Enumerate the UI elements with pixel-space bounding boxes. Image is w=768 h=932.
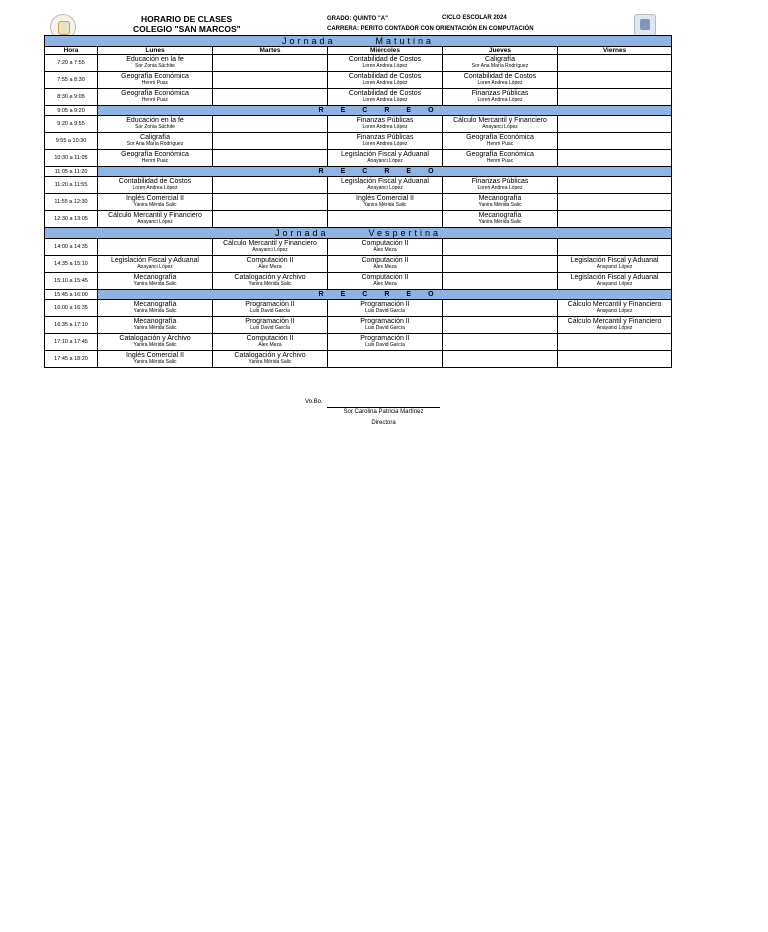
empty-cell — [328, 211, 443, 228]
recess-letter: C — [362, 168, 385, 175]
class-name: Legislación Fiscal y Aduanal — [570, 274, 659, 281]
band-morning-label-2: Matutina — [375, 36, 435, 46]
time-cell: 9:05 a 9:20 — [45, 106, 98, 116]
column-header-lunes: Lunes — [98, 47, 213, 55]
class-cell — [98, 194, 213, 211]
class-cell — [98, 55, 213, 72]
empty-cell — [558, 150, 672, 167]
class-cell — [558, 256, 672, 273]
time-cell: 10:30 a 11:05 — [45, 150, 98, 167]
class-cell — [213, 351, 328, 368]
class-cell — [328, 334, 443, 351]
recess-banner — [98, 290, 672, 300]
empty-cell — [558, 334, 672, 351]
empty-cell — [558, 194, 672, 211]
recess-letter: O — [428, 107, 451, 114]
table-row — [45, 55, 672, 72]
teacher-name: Yanira Mérida Salic — [478, 202, 522, 208]
teacher-name: Henrri Puac — [141, 97, 169, 103]
class-name: Legislación Fiscal y Aduanal — [570, 257, 659, 264]
teacher-name: Loren Andrea López — [477, 97, 523, 103]
teacher-name: Luis David García — [365, 325, 405, 331]
teacher-name: Anayanci López — [596, 281, 633, 287]
table-row — [45, 334, 672, 351]
band-evening — [45, 228, 672, 239]
class-name: Programación II — [245, 318, 295, 325]
class-cell — [558, 300, 672, 317]
class-cell — [328, 150, 443, 167]
time-cell: 14:00 a 14:35 — [45, 239, 98, 256]
time-cell: 11:20 a 11:55 — [45, 177, 98, 194]
class-name: Mecanografía — [478, 212, 522, 219]
table-row — [45, 194, 672, 211]
class-name: Legislación Fiscal y Aduanal — [341, 178, 429, 185]
time-cell: 12:30 a 13:05 — [45, 211, 98, 228]
teacher-name: Loren Andrea López — [132, 185, 178, 191]
column-header-hora: Hora — [45, 47, 98, 55]
teacher-name: Anayanci López — [482, 124, 518, 130]
class-name: Programación II — [360, 301, 410, 308]
class-cell — [213, 334, 328, 351]
class-name: Mecanografía — [133, 274, 177, 281]
class-cell — [443, 150, 558, 167]
teacher-name: Henrri Puac — [486, 158, 514, 164]
recess-letter: R — [318, 291, 341, 298]
teacher-name: Sor Ana María Rodríguez — [471, 63, 529, 69]
empty-cell — [558, 211, 672, 228]
class-name: Finanzas Públicas — [471, 90, 529, 97]
recess-letter: O — [428, 168, 451, 175]
class-name: Caligrafía — [485, 56, 515, 63]
time-cell: 16:35 a 17:10 — [45, 317, 98, 334]
grade-label: GRADO: QUINTO "A" — [327, 16, 388, 22]
class-name: Programación II — [360, 335, 410, 342]
teacher-name: Anayanci López — [367, 158, 403, 164]
class-cell — [98, 177, 213, 194]
recess-letter: E — [340, 291, 363, 298]
table-row — [45, 239, 672, 256]
class-name: Contabilidad de Costos — [348, 56, 422, 63]
teacher-name: Henrri Puac — [141, 80, 169, 86]
time-cell: 7:55 a 8:30 — [45, 72, 98, 89]
column-header-martes: Martes — [213, 47, 328, 55]
empty-cell — [443, 351, 558, 368]
class-name: Catalogación y Archivo — [234, 352, 306, 359]
empty-cell — [443, 273, 558, 290]
column-header-row — [45, 47, 672, 55]
recess-letter: E — [406, 291, 429, 298]
empty-cell — [328, 351, 443, 368]
empty-cell — [443, 300, 558, 317]
teacher-name: Loren Andrea López — [477, 185, 523, 191]
class-name: Legislación Fiscal y Aduanal — [111, 257, 199, 264]
class-cell — [328, 256, 443, 273]
band-morning — [45, 36, 672, 47]
teacher-name: Luis David García — [250, 308, 290, 314]
time-cell: 11:55 a 12:30 — [45, 194, 98, 211]
teacher-name: Anayanci López — [596, 325, 633, 331]
table-row — [45, 89, 672, 106]
class-name: Geografía Económica — [121, 90, 189, 97]
class-cell — [558, 317, 672, 334]
time-cell: 14:35 a 15:10 — [45, 256, 98, 273]
recess-row — [45, 167, 672, 177]
class-cell — [98, 133, 213, 150]
empty-cell — [443, 239, 558, 256]
empty-cell — [213, 116, 328, 133]
class-cell — [98, 300, 213, 317]
teacher-name: Sor Ana María Rodríguez — [126, 141, 184, 147]
band-morning-label-1: Jornada — [282, 36, 336, 46]
recess-letter: C — [362, 107, 385, 114]
table-row — [45, 256, 672, 273]
signer-role: Directora — [371, 420, 396, 426]
empty-cell — [98, 239, 213, 256]
class-cell — [98, 116, 213, 133]
teacher-name: Anayanci López — [596, 308, 633, 314]
class-name: Mecanografía — [133, 318, 177, 325]
class-name: Finanzas Públicas — [471, 178, 529, 185]
teacher-name: Anayanci López — [252, 247, 288, 253]
recess-banner — [98, 106, 672, 116]
teacher-name: Luis David García — [365, 342, 405, 348]
teacher-name: Alex Meza — [373, 264, 397, 270]
empty-cell — [558, 89, 672, 106]
signature-line — [327, 407, 440, 408]
column-header-miercoles: Miércoles — [328, 47, 443, 55]
time-cell: 7:20 a 7:55 — [45, 55, 98, 72]
teacher-name: Loren Andrea López — [362, 63, 408, 69]
table-row — [45, 177, 672, 194]
class-cell — [98, 334, 213, 351]
class-name: Cálculo Mercantil y Financiero — [108, 212, 202, 219]
empty-cell — [213, 177, 328, 194]
vobo-label: Vo.Bo. — [305, 399, 323, 405]
table-row — [45, 211, 672, 228]
time-cell: 15:10 a 15:45 — [45, 273, 98, 290]
class-cell — [328, 55, 443, 72]
school-emblem-icon — [634, 14, 656, 36]
empty-cell — [558, 133, 672, 150]
empty-cell — [213, 211, 328, 228]
class-name: Caligrafía — [140, 134, 170, 141]
time-cell: 17:10 a 17:45 — [45, 334, 98, 351]
teacher-name: Loren Andrea López — [362, 97, 408, 103]
class-cell — [443, 55, 558, 72]
table-row — [45, 133, 672, 150]
class-name: Mecanografía — [133, 301, 177, 308]
recess-banner — [98, 167, 672, 177]
recess-row — [45, 106, 672, 116]
class-name: Educación en la fe — [126, 117, 184, 124]
class-name: Legislación Fiscal y Aduanal — [341, 151, 429, 158]
class-cell — [213, 256, 328, 273]
teacher-name: Alex Meza — [373, 281, 397, 287]
class-cell — [328, 273, 443, 290]
class-cell — [443, 211, 558, 228]
cycle-label: CICLO ESCOLAR 2024 — [442, 15, 507, 21]
recess-letter: O — [428, 291, 451, 298]
class-name: Contabilidad de Costos — [118, 178, 192, 185]
teacher-name: Loren Andrea López — [477, 80, 523, 86]
class-name: Contabilidad de Costos — [348, 73, 422, 80]
teacher-name: Luis David García — [365, 308, 405, 314]
band-evening-label-1: Jornada — [275, 228, 329, 238]
empty-cell — [443, 256, 558, 273]
class-name: Computación II — [246, 335, 294, 342]
table-row — [45, 72, 672, 89]
teacher-name: Yanira Mérida Salic — [133, 325, 177, 331]
class-name: Finanzas Públicas — [356, 117, 414, 124]
recess-letter: R — [384, 107, 407, 114]
class-name: Computación II — [246, 257, 294, 264]
class-name: Educación en la fe — [126, 56, 184, 63]
class-name: Cálculo Mercantil y Financiero — [453, 117, 547, 124]
empty-cell — [213, 133, 328, 150]
class-cell — [98, 273, 213, 290]
teacher-name: Anayanci López — [137, 264, 173, 270]
teacher-name: Yanira Mérida Salic — [363, 202, 407, 208]
band-evening-label-2: Vespertina — [368, 228, 442, 238]
teacher-name: Alex Meza — [258, 342, 282, 348]
teacher-name: Yanira Mérida Salic — [248, 359, 292, 365]
class-cell — [328, 194, 443, 211]
empty-cell — [558, 351, 672, 368]
class-name: Contabilidad de Costos — [348, 90, 422, 97]
teacher-name: Luis David García — [250, 325, 290, 331]
class-name: Computación II — [361, 257, 409, 264]
class-name: Finanzas Públicas — [356, 134, 414, 141]
class-name: Cálculo Mercantil y Financiero — [567, 301, 662, 308]
class-cell — [213, 239, 328, 256]
empty-cell — [558, 116, 672, 133]
table-row — [45, 273, 672, 290]
time-cell: 9:20 a 9:55 — [45, 116, 98, 133]
class-name: Geografía Económica — [121, 151, 189, 158]
class-name: Computación II — [361, 240, 409, 247]
class-cell — [213, 317, 328, 334]
class-name: Catalogación y Archivo — [234, 274, 306, 281]
empty-cell — [213, 55, 328, 72]
school-name: COLEGIO "SAN MARCOS" — [133, 24, 241, 34]
class-cell — [443, 177, 558, 194]
table-row — [45, 317, 672, 334]
empty-cell — [213, 194, 328, 211]
class-cell — [328, 72, 443, 89]
table-row — [45, 300, 672, 317]
table-row — [45, 351, 672, 368]
recess-letter: R — [318, 168, 341, 175]
class-name: Geografía Económica — [466, 151, 534, 158]
class-cell — [98, 256, 213, 273]
teacher-name: Yanira Mérida Salic — [478, 219, 522, 225]
teacher-name: Sor Zonia Súchite — [135, 63, 175, 69]
time-cell: 15:45 a 16:00 — [45, 290, 98, 300]
career-label: CARRERA: PERITO CONTADOR CON ORIENTACIÓN EN COMPUTACIÓN — [327, 26, 534, 32]
time-cell: 9:55 a 10:30 — [45, 133, 98, 150]
teacher-name: Henrri Puac — [486, 141, 514, 147]
teacher-name: Yanira Mérida Salic — [133, 281, 177, 287]
class-cell — [328, 300, 443, 317]
recess-letter: E — [340, 107, 363, 114]
column-header-jueves: Jueves — [443, 47, 558, 55]
class-name: Geografía Económica — [466, 134, 534, 141]
class-name: Cálculo Mercantil y Financiero — [223, 240, 317, 247]
class-name: Computación II — [361, 274, 409, 281]
class-cell — [328, 239, 443, 256]
class-name: Inglés Comercial II — [356, 195, 414, 202]
teacher-name: Alex Meza — [258, 264, 282, 270]
recess-letter: R — [384, 291, 407, 298]
teacher-name: Sor Zonia Súchite — [135, 124, 175, 130]
class-name: Mecanografía — [478, 195, 522, 202]
class-name: Programación II — [360, 318, 410, 325]
recess-letter: E — [340, 168, 363, 175]
recess-letter: C — [362, 291, 385, 298]
class-name: Geografía Económica — [121, 73, 189, 80]
class-cell — [443, 194, 558, 211]
class-name: Inglés Comercial II — [126, 195, 184, 202]
schedule-title: HORARIO DE CLASES — [141, 14, 233, 24]
empty-cell — [213, 89, 328, 106]
teacher-name: Henrri Puac — [141, 158, 169, 164]
recess-row — [45, 290, 672, 300]
teacher-name: Yanira Mérida Salic — [133, 359, 177, 365]
time-cell: 11:05 a 11:20 — [45, 167, 98, 177]
recess-letter: E — [406, 107, 429, 114]
teacher-name: Alex Meza — [373, 247, 397, 253]
class-cell — [443, 116, 558, 133]
teacher-name: Loren Andrea López — [362, 124, 408, 130]
recess-letter: E — [406, 168, 429, 175]
class-cell — [98, 211, 213, 228]
schedule-table — [44, 35, 672, 368]
class-cell — [328, 317, 443, 334]
time-cell: 16:00 a 16:35 — [45, 300, 98, 317]
class-name: Inglés Comercial II — [126, 352, 184, 359]
class-cell — [98, 351, 213, 368]
teacher-name: Loren Andrea López — [362, 80, 408, 86]
class-cell — [558, 273, 672, 290]
empty-cell — [558, 177, 672, 194]
recess-letter: R — [384, 168, 407, 175]
teacher-name: Anayanci López — [367, 185, 403, 191]
class-cell — [98, 150, 213, 167]
teacher-name: Yanira Mérida Salic — [133, 202, 177, 208]
class-cell — [443, 133, 558, 150]
teacher-name: Loren Andrea López — [362, 141, 408, 147]
table-row — [45, 116, 672, 133]
empty-cell — [213, 72, 328, 89]
class-cell — [328, 89, 443, 106]
teacher-name: Anayanci López — [137, 219, 173, 225]
column-header-viernes: Viernes — [558, 47, 672, 55]
class-name: Catalogación y Archivo — [119, 335, 191, 342]
class-name: Cálculo Mercantil y Financiero — [567, 318, 662, 325]
class-cell — [328, 116, 443, 133]
class-cell — [328, 133, 443, 150]
class-cell — [213, 273, 328, 290]
teacher-name: Yanira Mérida Salic — [248, 281, 292, 287]
empty-cell — [443, 317, 558, 334]
empty-cell — [443, 334, 558, 351]
time-cell: 17:45 a 18:20 — [45, 351, 98, 368]
class-cell — [328, 177, 443, 194]
class-cell — [443, 72, 558, 89]
recess-letter: R — [318, 107, 341, 114]
class-name: Contabilidad de Costos — [463, 73, 537, 80]
empty-cell — [213, 150, 328, 167]
empty-cell — [558, 55, 672, 72]
table-row — [45, 150, 672, 167]
teacher-name: Yanira Mérida Salic — [133, 342, 177, 348]
class-cell — [98, 317, 213, 334]
class-name: Programación II — [245, 301, 295, 308]
empty-cell — [558, 239, 672, 256]
signer-name: Sor Carolina Patricia Martínez — [343, 409, 424, 415]
class-cell — [98, 72, 213, 89]
empty-cell — [558, 72, 672, 89]
class-cell — [213, 300, 328, 317]
time-cell: 8:30 a 9:05 — [45, 89, 98, 106]
teacher-name: Yanira Mérida Salic — [133, 308, 177, 314]
class-cell — [443, 89, 558, 106]
class-cell — [98, 89, 213, 106]
teacher-name: Anayanci López — [596, 264, 633, 270]
